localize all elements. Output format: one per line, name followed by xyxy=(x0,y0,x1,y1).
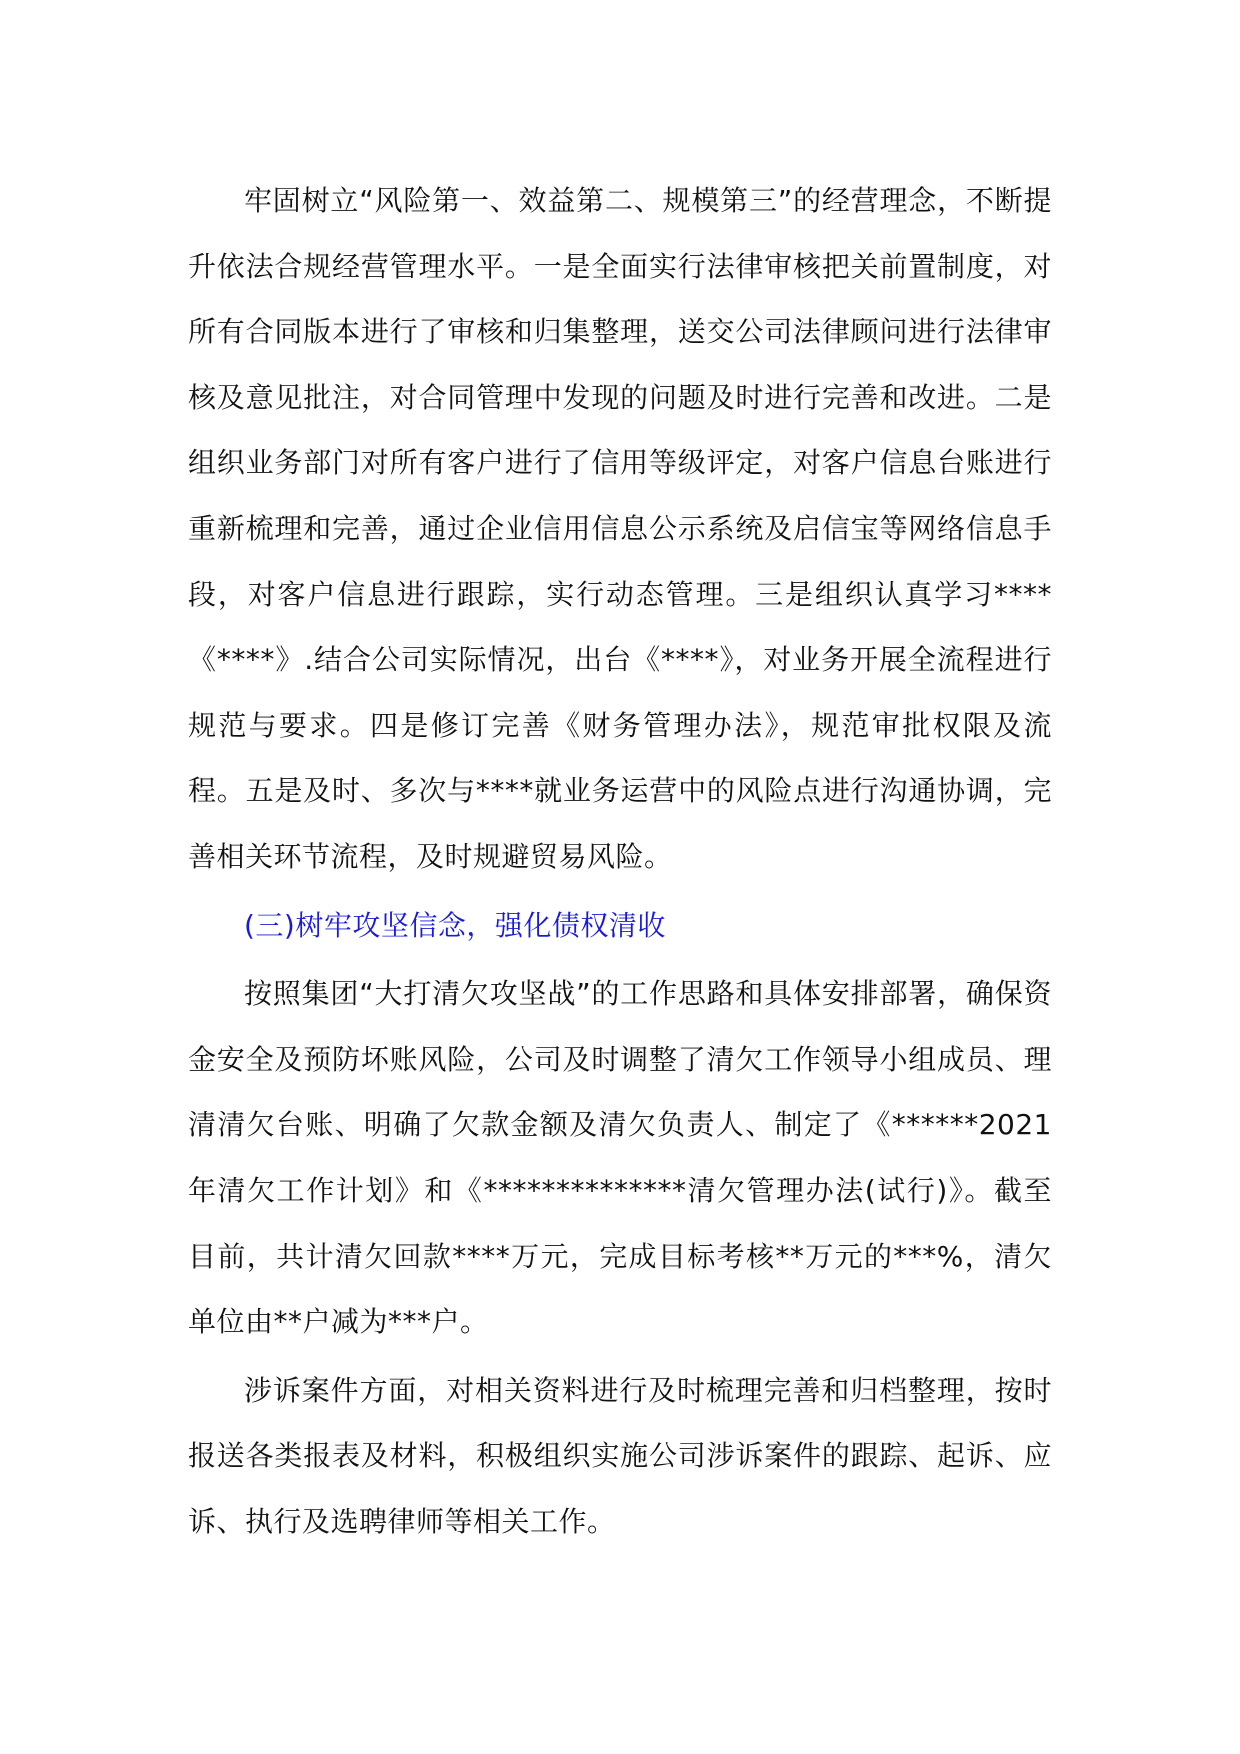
paragraph-litigation: 涉诉案件方面，对相关资料进行及时梳理完善和归档整理，按时报送各类报表及材料，积极组织实施公司涉诉案件的跟踪、起诉、应诉、执行及选聘律师等相关工作。 xyxy=(188,1373,1052,1538)
section-heading-debt-collection: (三)树牢攻坚信念，强化债权清收 xyxy=(244,908,666,942)
paragraph-risk-management: 牢固树立“风险第一、效益第二、规模第三”的经营理念，不断提升依法合规经营管理水平。一是全面实行法律审核把关前置制度，对所有合同版本进行了审核和归集整理，送交公司法律顾问进行法律审核及意见批注，对合同管理中发现的问题及时进行完善和改进。二是组织业务部门对所有客户进行了信用等级评定，对客户信息台账进行重新梳理和完善，通过企业信用信息公示系统及启信宝等网络信息手段，对客户信息进行跟踪，实行动态管理。三是组织认真学习****《****》.结合公司实际情况，出台《****》，对业务开展全流程进行规范与要求。四是修订完善《财务管理办法》，规范审批权限及流程。五是及时、多次与****就业务运营中的风险点进行沟通协调，完善相关环节流程，及时规避贸易风险。 xyxy=(188,184,1052,873)
document-body xyxy=(188,168,1052,1554)
paragraph-debt-collection: 按照集团“大打清欠攻坚战”的工作思路和具体安排部署，确保资金安全及预防坏账风险，公司及时调整了清欠工作领导小组成员、理清清欠台账、明确了欠款金额及清欠负责人、制定了《******2021 年清欠工作计划》和《**************清欠管理办法(试行)》。截至目前，共计清欠回款****万元，完成目标考核**万元的***%，清欠单位由**户减为***户。 xyxy=(188,977,1052,1339)
